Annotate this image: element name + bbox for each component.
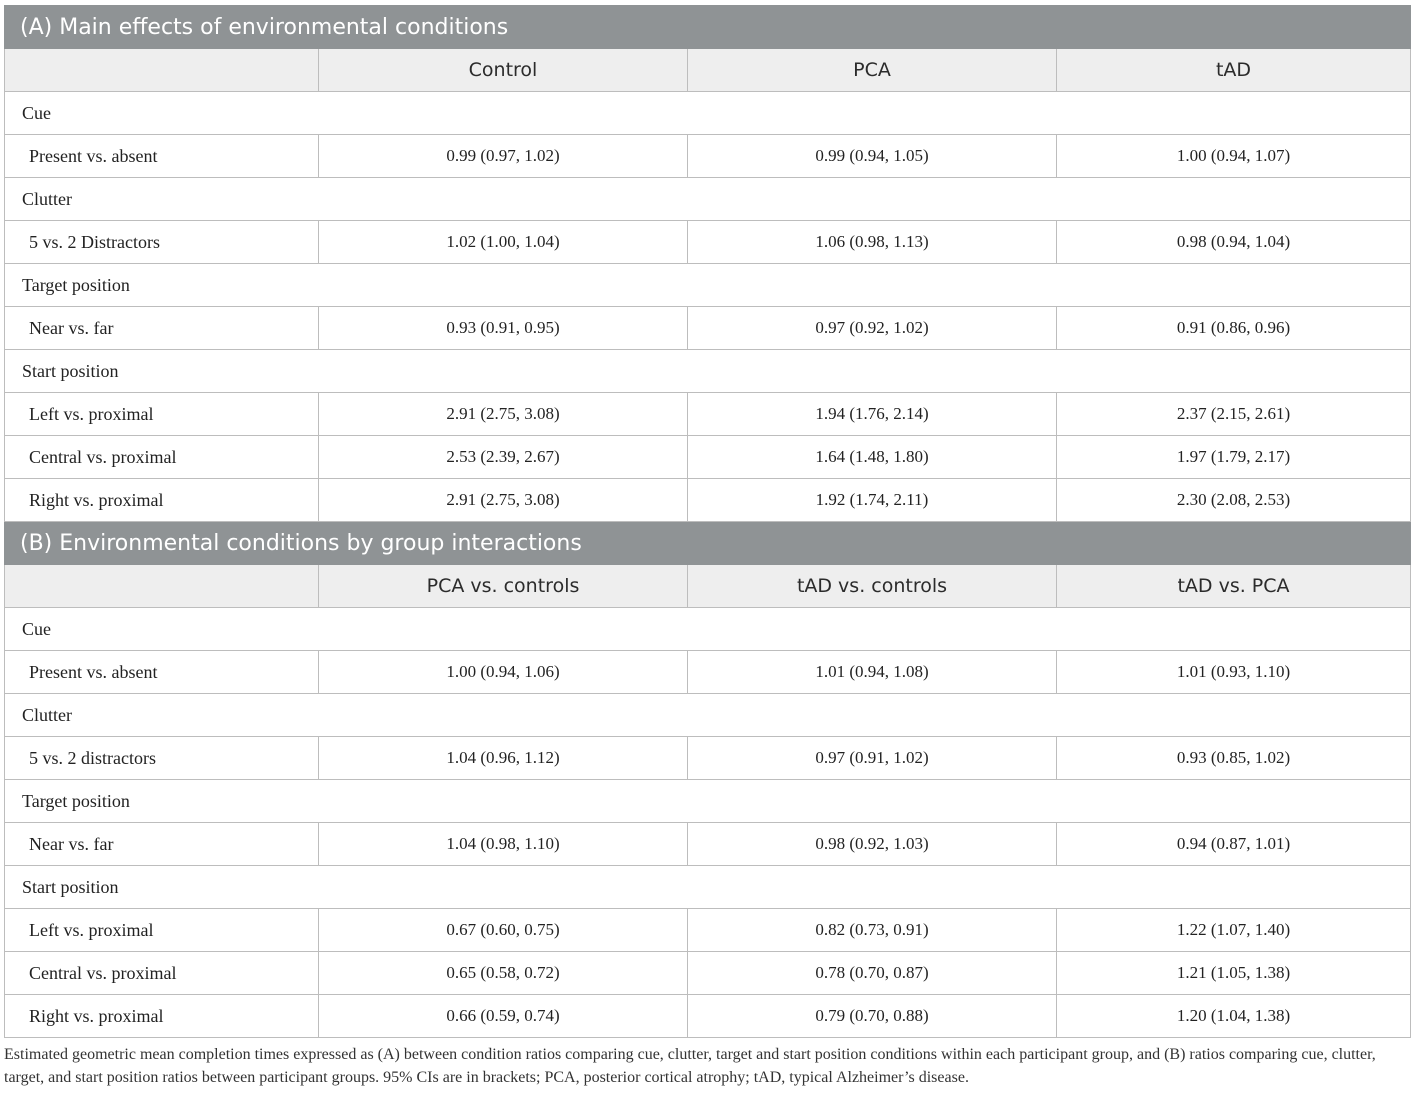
value-cell: 1.02 (1.00, 1.04)	[319, 221, 688, 264]
column-header: tAD	[1057, 49, 1411, 92]
section-b-title-row	[5, 522, 1411, 565]
group-label: Start position	[5, 866, 1411, 909]
group-label: Target position	[5, 264, 1411, 307]
results-table-container	[4, 5, 1410, 1038]
value-cell: 2.30 (2.08, 2.53)	[1057, 479, 1411, 522]
group-row	[5, 92, 1411, 135]
table-row	[5, 737, 1411, 780]
group-row	[5, 866, 1411, 909]
group-label: Cue	[5, 92, 1411, 135]
value-cell: 0.93 (0.91, 0.95)	[319, 307, 688, 350]
row-label: Present vs. absent	[5, 135, 319, 178]
column-header-empty	[5, 49, 319, 92]
section-a-title-row	[5, 6, 1411, 49]
table-row	[5, 651, 1411, 694]
value-cell: 0.65 (0.58, 0.72)	[319, 952, 688, 995]
row-label: Near vs. far	[5, 823, 319, 866]
group-label: Clutter	[5, 694, 1411, 737]
value-cell: 0.94 (0.87, 1.01)	[1057, 823, 1411, 866]
row-label: 5 vs. 2 distractors	[5, 737, 319, 780]
value-cell: 0.97 (0.92, 1.02)	[688, 307, 1057, 350]
column-header-row	[5, 565, 1411, 608]
value-cell: 1.22 (1.07, 1.40)	[1057, 909, 1411, 952]
value-cell: 1.21 (1.05, 1.38)	[1057, 952, 1411, 995]
group-row	[5, 780, 1411, 823]
value-cell: 0.98 (0.92, 1.03)	[688, 823, 1057, 866]
value-cell: 2.91 (2.75, 3.08)	[319, 393, 688, 436]
group-label: Start position	[5, 350, 1411, 393]
table-row	[5, 436, 1411, 479]
value-cell: 1.00 (0.94, 1.07)	[1057, 135, 1411, 178]
group-row	[5, 178, 1411, 221]
group-row	[5, 608, 1411, 651]
row-label: Near vs. far	[5, 307, 319, 350]
row-label: Present vs. absent	[5, 651, 319, 694]
value-cell: 0.91 (0.86, 0.96)	[1057, 307, 1411, 350]
value-cell: 1.06 (0.98, 1.13)	[688, 221, 1057, 264]
table-row	[5, 135, 1411, 178]
value-cell: 0.93 (0.85, 1.02)	[1057, 737, 1411, 780]
row-label: 5 vs. 2 Distractors	[5, 221, 319, 264]
row-label: Right vs. proximal	[5, 995, 319, 1038]
table-row	[5, 995, 1411, 1038]
value-cell: 0.82 (0.73, 0.91)	[688, 909, 1057, 952]
table-row	[5, 307, 1411, 350]
value-cell: 1.20 (1.04, 1.38)	[1057, 995, 1411, 1038]
value-cell: 0.97 (0.91, 1.02)	[688, 737, 1057, 780]
value-cell: 0.67 (0.60, 0.75)	[319, 909, 688, 952]
section-title: (A) Main effects of environmental conditions	[5, 6, 1411, 49]
value-cell: 1.94 (1.76, 2.14)	[688, 393, 1057, 436]
table-row	[5, 221, 1411, 264]
row-label: Central vs. proximal	[5, 436, 319, 479]
table-row	[5, 952, 1411, 995]
column-header-empty	[5, 565, 319, 608]
value-cell: 2.37 (2.15, 2.61)	[1057, 393, 1411, 436]
column-header: PCA vs. controls	[319, 565, 688, 608]
table-row	[5, 909, 1411, 952]
row-label: Left vs. proximal	[5, 393, 319, 436]
column-header: tAD vs. PCA	[1057, 565, 1411, 608]
group-label: Clutter	[5, 178, 1411, 221]
table-row	[5, 823, 1411, 866]
value-cell: 1.01 (0.94, 1.08)	[688, 651, 1057, 694]
value-cell: 0.98 (0.94, 1.04)	[1057, 221, 1411, 264]
value-cell: 1.04 (0.96, 1.12)	[319, 737, 688, 780]
results-table	[4, 5, 1411, 1038]
value-cell: 1.01 (0.93, 1.10)	[1057, 651, 1411, 694]
row-label: Left vs. proximal	[5, 909, 319, 952]
column-header-row	[5, 49, 1411, 92]
value-cell: 1.64 (1.48, 1.80)	[688, 436, 1057, 479]
row-label: Right vs. proximal	[5, 479, 319, 522]
group-label: Target position	[5, 780, 1411, 823]
value-cell: 1.00 (0.94, 1.06)	[319, 651, 688, 694]
row-label: Central vs. proximal	[5, 952, 319, 995]
value-cell: 1.97 (1.79, 2.17)	[1057, 436, 1411, 479]
group-row	[5, 264, 1411, 307]
value-cell: 0.78 (0.70, 0.87)	[688, 952, 1057, 995]
column-header: PCA	[688, 49, 1057, 92]
group-row	[5, 350, 1411, 393]
value-cell: 1.92 (1.74, 2.11)	[688, 479, 1057, 522]
value-cell: 0.99 (0.94, 1.05)	[688, 135, 1057, 178]
value-cell: 1.04 (0.98, 1.10)	[319, 823, 688, 866]
column-header: tAD vs. controls	[688, 565, 1057, 608]
value-cell: 0.79 (0.70, 0.88)	[688, 995, 1057, 1038]
value-cell: 0.99 (0.97, 1.02)	[319, 135, 688, 178]
value-cell: 2.91 (2.75, 3.08)	[319, 479, 688, 522]
table-row	[5, 393, 1411, 436]
group-label: Cue	[5, 608, 1411, 651]
section-title: (B) Environmental conditions by group interactions	[5, 522, 1411, 565]
value-cell: 0.66 (0.59, 0.74)	[319, 995, 688, 1038]
table-row	[5, 479, 1411, 522]
group-row	[5, 694, 1411, 737]
table-footnote: Estimated geometric mean completion times expressed as (A) between condition ratios comparing cue, clutter, target and start position conditions within each participant group, and (B) ratios comparing cue, clutter, target, and start position ratios between participant groups. 95% CIs are in brackets; PCA, posterior cortical atrophy; tAD, typical Alzheimer’s disease.	[4, 1046, 1376, 1086]
column-header: Control	[319, 49, 688, 92]
value-cell: 2.53 (2.39, 2.67)	[319, 436, 688, 479]
